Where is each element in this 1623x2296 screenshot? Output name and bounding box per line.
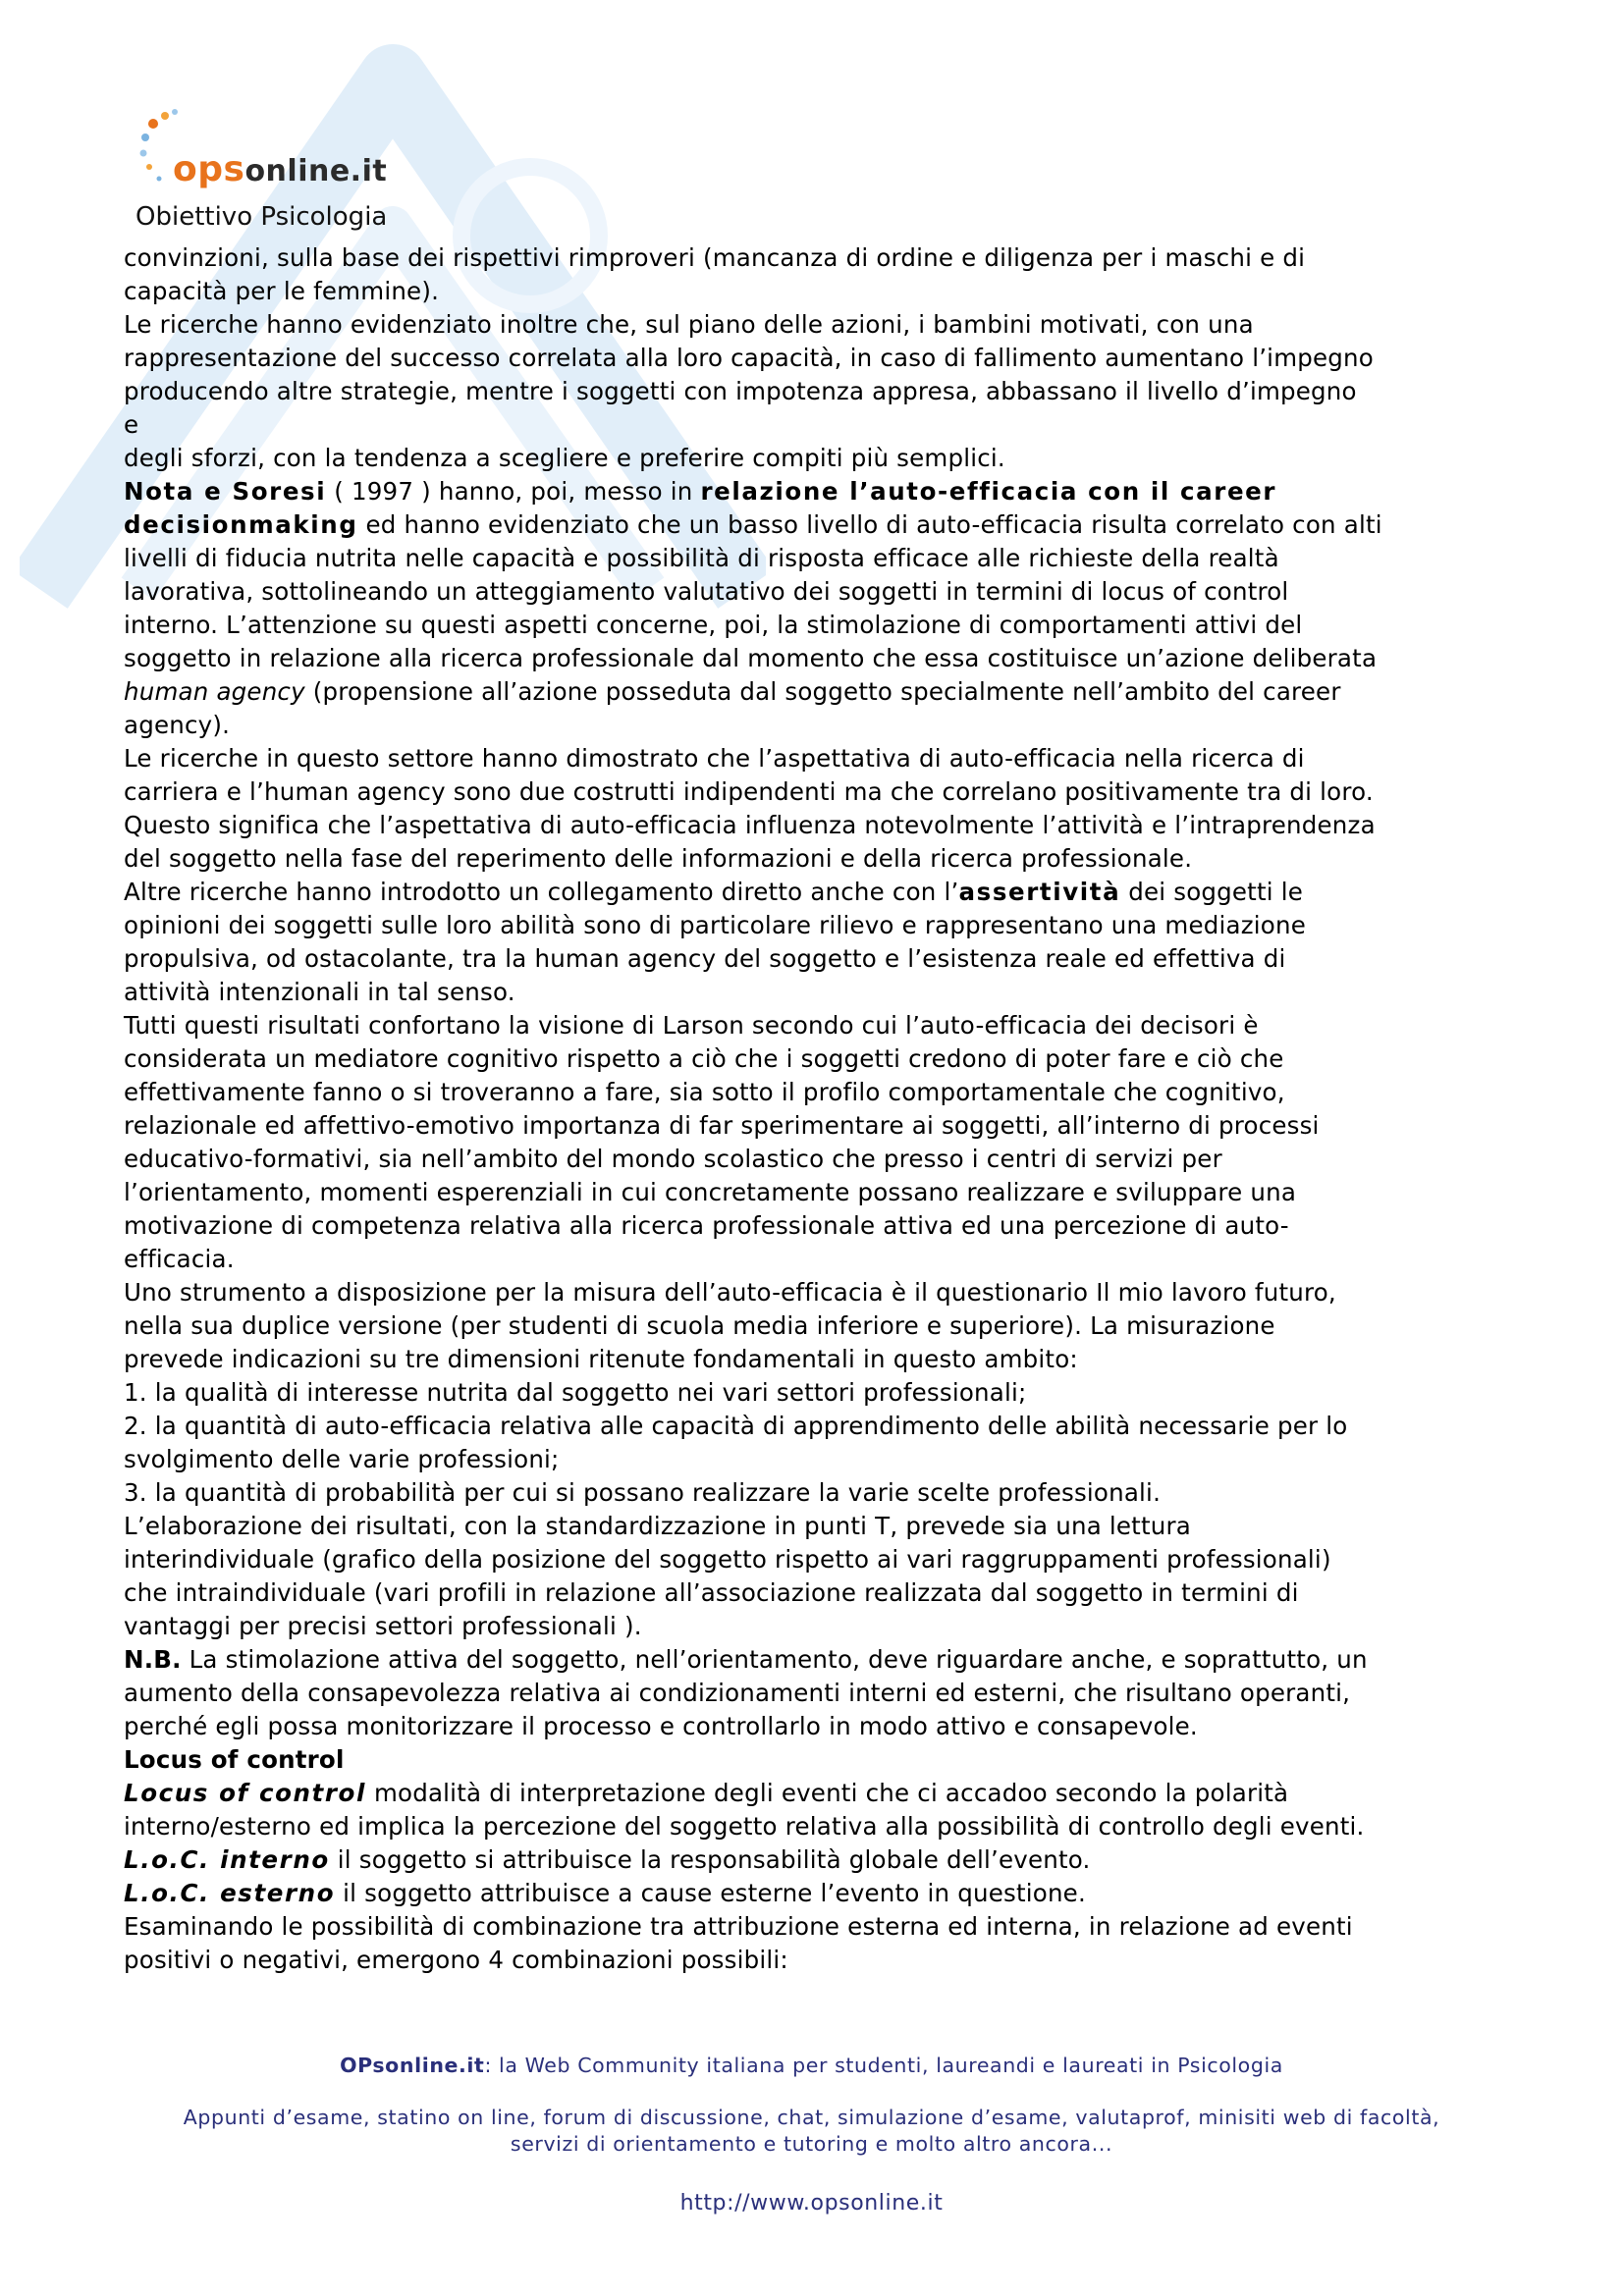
text-line: [124, 1777, 1538, 1810]
inline-text: dei soggetti le: [1120, 878, 1304, 906]
text-line: aumento della consapevolezza relativa ai condizionamenti interni ed esterni, che risultano operanti,: [124, 1679, 1351, 1707]
inline-text: ed hanno evidenziato che un basso livello di auto-efficacia risulta correlato con alti: [357, 510, 1382, 539]
text-line: Esaminando le possibilità di combinazione tra attribuzione esterna ed interna, in relazione ad eventi: [124, 1912, 1353, 1941]
footer-tagline-text: : la Web Community italiana per studenti, laureandi e laureati in Psicologia: [484, 2054, 1283, 2077]
section-heading: [124, 1743, 1538, 1777]
inline-text: (propensione all’azione posseduta dal soggetto specialmente nell’ambito del career: [304, 677, 1341, 706]
text-line: producendo altre strategie, mentre i soggetti con impotenza appresa, abbassano il livello d’impegno: [124, 377, 1357, 405]
inline-text: modalità di interpretazione degli eventi che ci accadoo secondo la polarità: [365, 1779, 1289, 1807]
text-line: Le ricerche hanno evidenziato inoltre che, sul piano delle azioni, i bambini motivati, con una: [124, 310, 1254, 339]
text-line: propulsiva, od ostacolante, tra la human agency del soggetto e l’esistenza reale ed effettiva di: [124, 944, 1286, 973]
text-line: educativo-formativi, sia nell’ambito del mondo scolastico che presso i centri di servizi per: [124, 1145, 1222, 1173]
text-line: [124, 876, 1538, 909]
text-line: nella sua duplice versione (per studenti di scuola media inferiore e superiore). La misurazione: [124, 1311, 1275, 1340]
logo-online: online.it: [244, 154, 388, 188]
text-line: Uno strumento a disposizione per la misura dell’auto-efficacia è il questionario Il mio lavoro futuro,: [124, 1278, 1336, 1307]
text-line: positivi o negativi, emergono 4 combinazioni possibili:: [124, 1946, 788, 1974]
definition-term: L.o.C. esterno: [124, 1879, 336, 1907]
bold-term: decisionmaking: [124, 510, 358, 539]
nb-label: N.B.: [124, 1645, 182, 1674]
text-line: svolgimento delle varie professioni;: [124, 1445, 560, 1473]
list-item: 3. la quantità di probabilità per cui si possano realizzare la varie scelte professionali.: [124, 1478, 1162, 1507]
logo-ops: ops: [173, 149, 245, 189]
text-line: [124, 475, 1538, 508]
definition-term: Locus of control: [124, 1779, 366, 1807]
text-line: convinzioni, sulla base dei rispettivi rimproveri (mancanza di ordine e diligenza per i maschi e di: [124, 243, 1306, 272]
author-names: Nota e Soresi: [124, 477, 327, 506]
logo-subtitle: Obiettivo Psicologia: [135, 202, 388, 232]
italic-term: human agency: [124, 677, 305, 706]
text-line: e: [124, 410, 139, 439]
text-line: efficacia.: [124, 1245, 235, 1273]
inline-text: La stimolazione attiva del soggetto, nell’orientamento, deve riguardare anche, e soprattutto, un: [181, 1645, 1368, 1674]
text-line: lavorativa, sottolineando un atteggiamento valutativo dei soggetti in termini di locus of control: [124, 577, 1289, 606]
logo-wordmark: [173, 149, 387, 189]
text-line: considerata un mediatore cognitivo rispetto a ciò che i soggetti credono di poter fare e ciò che: [124, 1044, 1284, 1073]
text-line: agency).: [124, 711, 231, 739]
site-logo: [135, 106, 430, 239]
text-line: [124, 675, 1538, 709]
text-line: [124, 1843, 1538, 1877]
text-line: [124, 508, 1538, 542]
inline-text: ( 1997 ) hanno, poi, messo in: [326, 477, 701, 506]
text-line: degli sforzi, con la tendenza a scegliere e preferire compiti più semplici.: [124, 444, 1005, 472]
footer-brand: OPsonline.it: [340, 2054, 485, 2077]
text-line: attività intenzionali in tal senso.: [124, 978, 515, 1006]
footer-url-link[interactable]: http://www.opsonline.it: [679, 2191, 944, 2216]
text-line: perché egli possa monitorizzare il processo e controllarlo in modo attivo e consapevole.: [124, 1712, 1198, 1740]
bold-term: assertività: [958, 878, 1121, 906]
text-line: opinioni dei soggetti sulle loro abilità sono di particolare rilievo e rappresentano una mediazione: [124, 911, 1306, 939]
definition-term: L.o.C. interno: [124, 1845, 330, 1874]
inline-text: il soggetto si attribuisce la responsabilità globale dell’evento.: [329, 1845, 1091, 1874]
bold-phrase: relazione l’auto-efficacia con il career: [700, 477, 1277, 506]
text-line: Tutti questi risultati confortano la visione di Larson secondo cui l’auto-efficacia dei decisori è: [124, 1011, 1259, 1040]
text-line: interindividuale (grafico della posizione del soggetto rispetto ai vari raggruppamenti professionali): [124, 1545, 1331, 1574]
text-line: effettivamente fanno o si troveranno a fare, sia sotto il profilo comportamentale che cognitivo,: [124, 1078, 1285, 1106]
document-body: [124, 241, 1538, 1977]
text-line: [124, 1643, 1538, 1677]
footer-services: Appunti d’esame, statino on line, forum di discussione, chat, simulazione d’esame, valutaprof, minisiti web di facoltà, servizi di orientamento e tutoring e molto altro ancora...: [183, 2106, 1440, 2156]
text-line: Le ricerche in questo settore hanno dimostrato che l’aspettativa di auto-efficacia nella ricerca di: [124, 744, 1305, 773]
inline-text: il soggetto attribuisce a cause esterne l’evento in questione.: [335, 1879, 1086, 1907]
text-line: del soggetto nella fase del reperimento delle informazioni e della ricerca professionale.: [124, 844, 1193, 873]
text-line: vantaggi per precisi settori professionali ).: [124, 1612, 642, 1640]
text-line: l’orientamento, momenti esperenziali in cui concretamente possano realizzare e sviluppare una: [124, 1178, 1297, 1206]
heading-text: Locus of control: [124, 1745, 345, 1774]
text-line: L’elaborazione dei risultati, con la standardizzazione in punti T, prevede sia una lettura: [124, 1512, 1192, 1540]
text-line: soggetto in relazione alla ricerca professionale dal momento che essa costituisce un’azione deliberata: [124, 644, 1378, 672]
text-line: [124, 1877, 1538, 1910]
list-item: 2. la quantità di auto-efficacia relativa alle capacità di apprendimento delle abilità necessarie per lo: [124, 1412, 1348, 1440]
inline-text: Altre ricerche hanno introdotto un collegamento diretto anche con l’: [124, 878, 959, 906]
text-line: motivazione di competenza relativa alla ricerca professionale attiva ed una percezione di auto-: [124, 1211, 1289, 1240]
footer-tagline: [0, 2054, 1623, 2077]
text-line: relazionale ed affettivo-emotivo importanza di far sperimentare ai soggetti, all’interno di processi: [124, 1111, 1320, 1140]
text-line: prevede indicazioni su tre dimensioni ritenute fondamentali in questo ambito:: [124, 1345, 1078, 1373]
text-line: che intraindividuale (vari profili in relazione all’associazione realizzata dal soggetto in termini di: [124, 1578, 1299, 1607]
text-line: capacità per le femmine).: [124, 277, 440, 305]
text-line: interno. L’attenzione su questi aspetti concerne, poi, la stimolazione di comportamenti attivi del: [124, 611, 1303, 639]
text-line: Questo significa che l’aspettativa di auto-efficacia influenza notevolmente l’attività e l’intraprendenza: [124, 811, 1376, 839]
list-item: 1. la qualità di interesse nutrita dal soggetto nei vari settori professionali;: [124, 1378, 1027, 1407]
text-line: livelli di fiducia nutrita nelle capacità e possibilità di risposta efficace alle richieste della realtà: [124, 544, 1279, 572]
text-line: rappresentazione del successo correlata alla loro capacità, in caso di fallimento aumentano l’impegno: [124, 344, 1374, 372]
text-line: carriera e l’human agency sono due costrutti indipendenti ma che correlano positivamente tra di loro.: [124, 777, 1374, 806]
text-line: interno/esterno ed implica la percezione del soggetto relativa alla possibilità di controllo degli eventi.: [124, 1812, 1365, 1841]
